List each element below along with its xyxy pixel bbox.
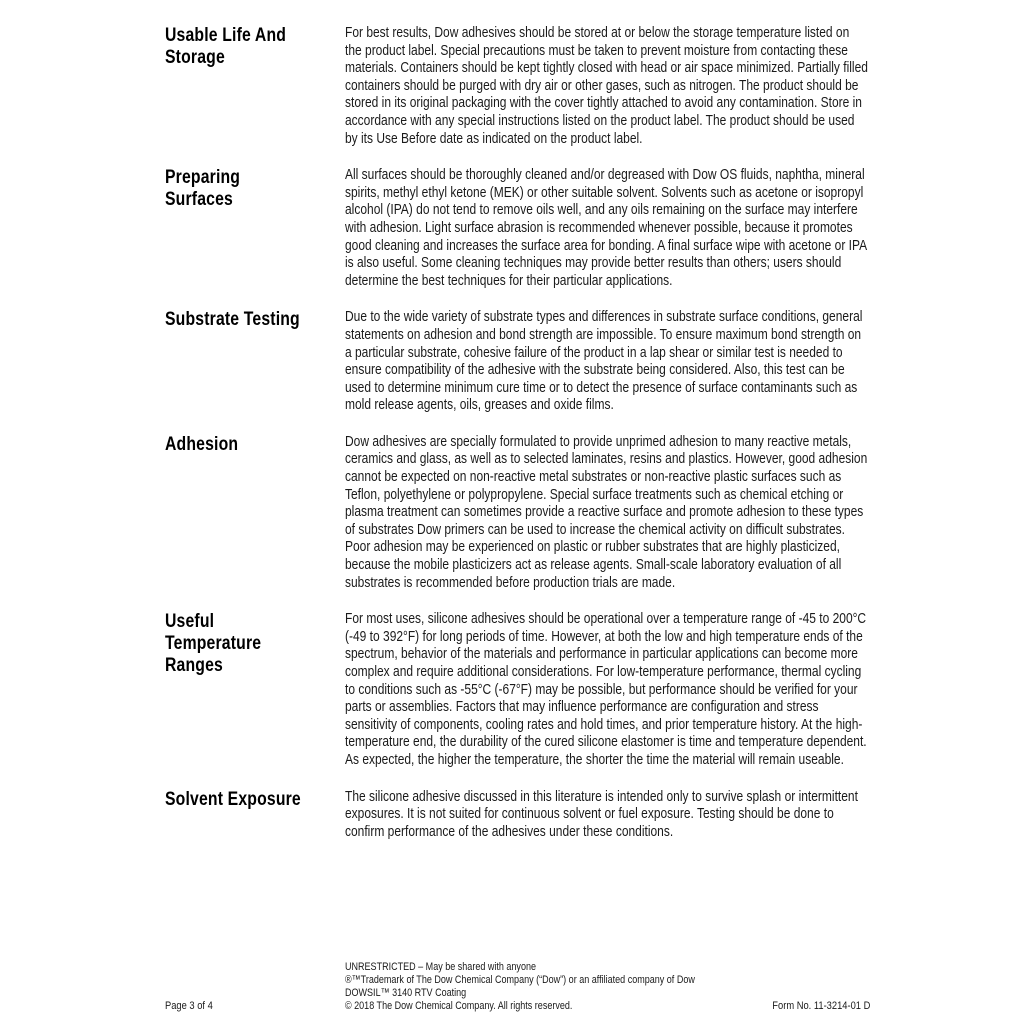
- footer-line-trademark: ®™Trademark of The Dow Chemical Company (“Dow”) or an affiliated company of Dow: [345, 974, 695, 986]
- heading-line: Temperature: [165, 633, 262, 655]
- section-heading-column: [165, 433, 345, 456]
- footer-line-copyright: © 2018 The Dow Chemical Company. All rights reserved.: [345, 1000, 573, 1012]
- heading-line: Ranges: [165, 655, 223, 677]
- section-body-column: [345, 166, 870, 289]
- form-number: Form No. 11-3214-01 D: [771, 1000, 870, 1012]
- heading-line: Surfaces: [165, 189, 233, 211]
- section-body-column: [345, 24, 870, 147]
- body-paragraph: The silicone adhesive discussed in this literature is intended only to survive splash or intermittent exposures. It is not suited for continuous solvent or fuel exposure. Testing should be done to confirm performance of the adhesives under these conditions.: [345, 787, 858, 840]
- section-useful-temperature-ranges: [165, 610, 1024, 768]
- heading-line: Useful: [165, 611, 215, 633]
- body-paragraph: Dow adhesives are specially formulated to provide unprimed adhesion to many reactive metals, ceramics and glass, as well as to selected laminates, resins and plastics. However, good adhesion cannot be expected on non-reactive metal substrates or non-reactive plastic surfaces such as Teflon, polyethylene or polypropylene. Special surface treatments such as chemical etching or plasma treatment can sometimes provide a reactive surface and promote adhesion to these types of substrates Dow primers can be used to increase the chemical activity on difficult substrates. Poor adhesion may be experienced on plastic or rubber substrates that are highly plasticized, because the mobile plasticizers act as release agents. Small-scale laboratory evaluation of all substrates is recommended before production trials are made.: [345, 432, 868, 591]
- section-heading: [165, 611, 345, 677]
- body-paragraph: Due to the wide variety of substrate types and differences in substrate surface conditions, general statements on adhesion and bond strength are impossible. To ensure maximum bond strength on a particular substrate, cohesive failure of the product in a lap shear or similar test is needed to ensure compatibility of the adhesive with the substrate being considered. Also, this test can be used to determine minimum cure time or to detect the presence of surface contaminants such as mold release agents, oils, greases and oxide films.: [345, 308, 863, 414]
- section-heading: [165, 25, 345, 69]
- heading-line: Adhesion: [165, 433, 239, 455]
- body-paragraph: For best results, Dow adhesives should be stored at or below the storage temperature listed on the product label. Special precautions must be taken to prevent moisture from contacting these materials. Containers should be kept tightly closed with head or air space minimized. Partially filled containers should be purged with dry air or other gases, such as nitrogen. The product should be stored in its original packaging with the cover tightly attached to avoid any contamination. Store in accordance with any special instructions listed on the product label. The product should be used by its Use Before date as indicated on the product label.: [345, 24, 868, 147]
- heading-line: Solvent Exposure: [165, 788, 301, 810]
- heading-line: Storage: [165, 47, 225, 68]
- section-substrate-testing: [165, 308, 1024, 414]
- footer-line-product: DOWSIL™ 3140 RTV Coating: [345, 987, 467, 999]
- section-heading-column: [165, 788, 345, 811]
- section-body-column: [345, 788, 870, 841]
- section-heading-column: [165, 308, 345, 331]
- section-heading-column: [165, 166, 345, 211]
- section-body-column: [345, 433, 870, 591]
- page-number: Page 3 of 4: [165, 1000, 213, 1012]
- footer-line-unrestricted: UNRESTRICTED – May be shared with anyone: [345, 961, 537, 973]
- section-usable-life-and-storage: [165, 24, 1024, 147]
- section-adhesion: [165, 433, 1024, 591]
- section-heading: [165, 167, 345, 211]
- heading-line: Usable Life And: [165, 25, 287, 46]
- section-solvent-exposure: [165, 788, 1024, 841]
- section-heading: [165, 309, 345, 331]
- section-heading-column: [165, 610, 345, 677]
- body-paragraph: For most uses, silicone adhesives should be operational over a temperature range of -45 to 200°C (-49 to 392°F) for long periods of time. However, at both the low and high temperature ends of the spectrum, behavior of the materials and performance in particular applications can become more complex and require additional considerations. For low-temperature performance, thermal cycling to conditions such as -55°C (-67°F) may be possible, but performance should be verified for your parts or assemblies. Factors that may influence performance are configuration and stress sensitivity of components, cooling rates and hold times, and prior temperature history. At the high-temperature end, the durability of the cured silicone elastomer is time and temperature dependent. As expected, the higher the temperature, the shorter the time the material will remain useable.: [345, 610, 867, 768]
- section-heading: [165, 789, 345, 811]
- section-body-column: [345, 610, 870, 768]
- heading-line: Substrate Testing: [165, 309, 300, 331]
- section-heading-column: [165, 24, 345, 69]
- section-body-column: [345, 308, 870, 414]
- footer-legal-block: [345, 961, 985, 1013]
- section-preparing-surfaces: [165, 166, 1024, 289]
- body-paragraph: All surfaces should be thoroughly cleaned and/or degreased with Dow OS fluids, naphtha, mineral spirits, methyl ethyl ketone (MEK) or other suitable solvent. Solvents such as acetone or isopropyl alcohol (IPA) do not tend to remove oils well, and any oils remaining on the surface may interfere with adhesion. Light surface abrasion is recommended whenever possible, because it promotes good cleaning and increases the surface area for bonding. A final surface wipe with acetone or IPA is also useful. Some cleaning techniques may provide better results than others; users should determine the best techniques for their particular applications.: [345, 166, 867, 289]
- section-heading: [165, 434, 345, 456]
- heading-line: Preparing: [165, 167, 241, 189]
